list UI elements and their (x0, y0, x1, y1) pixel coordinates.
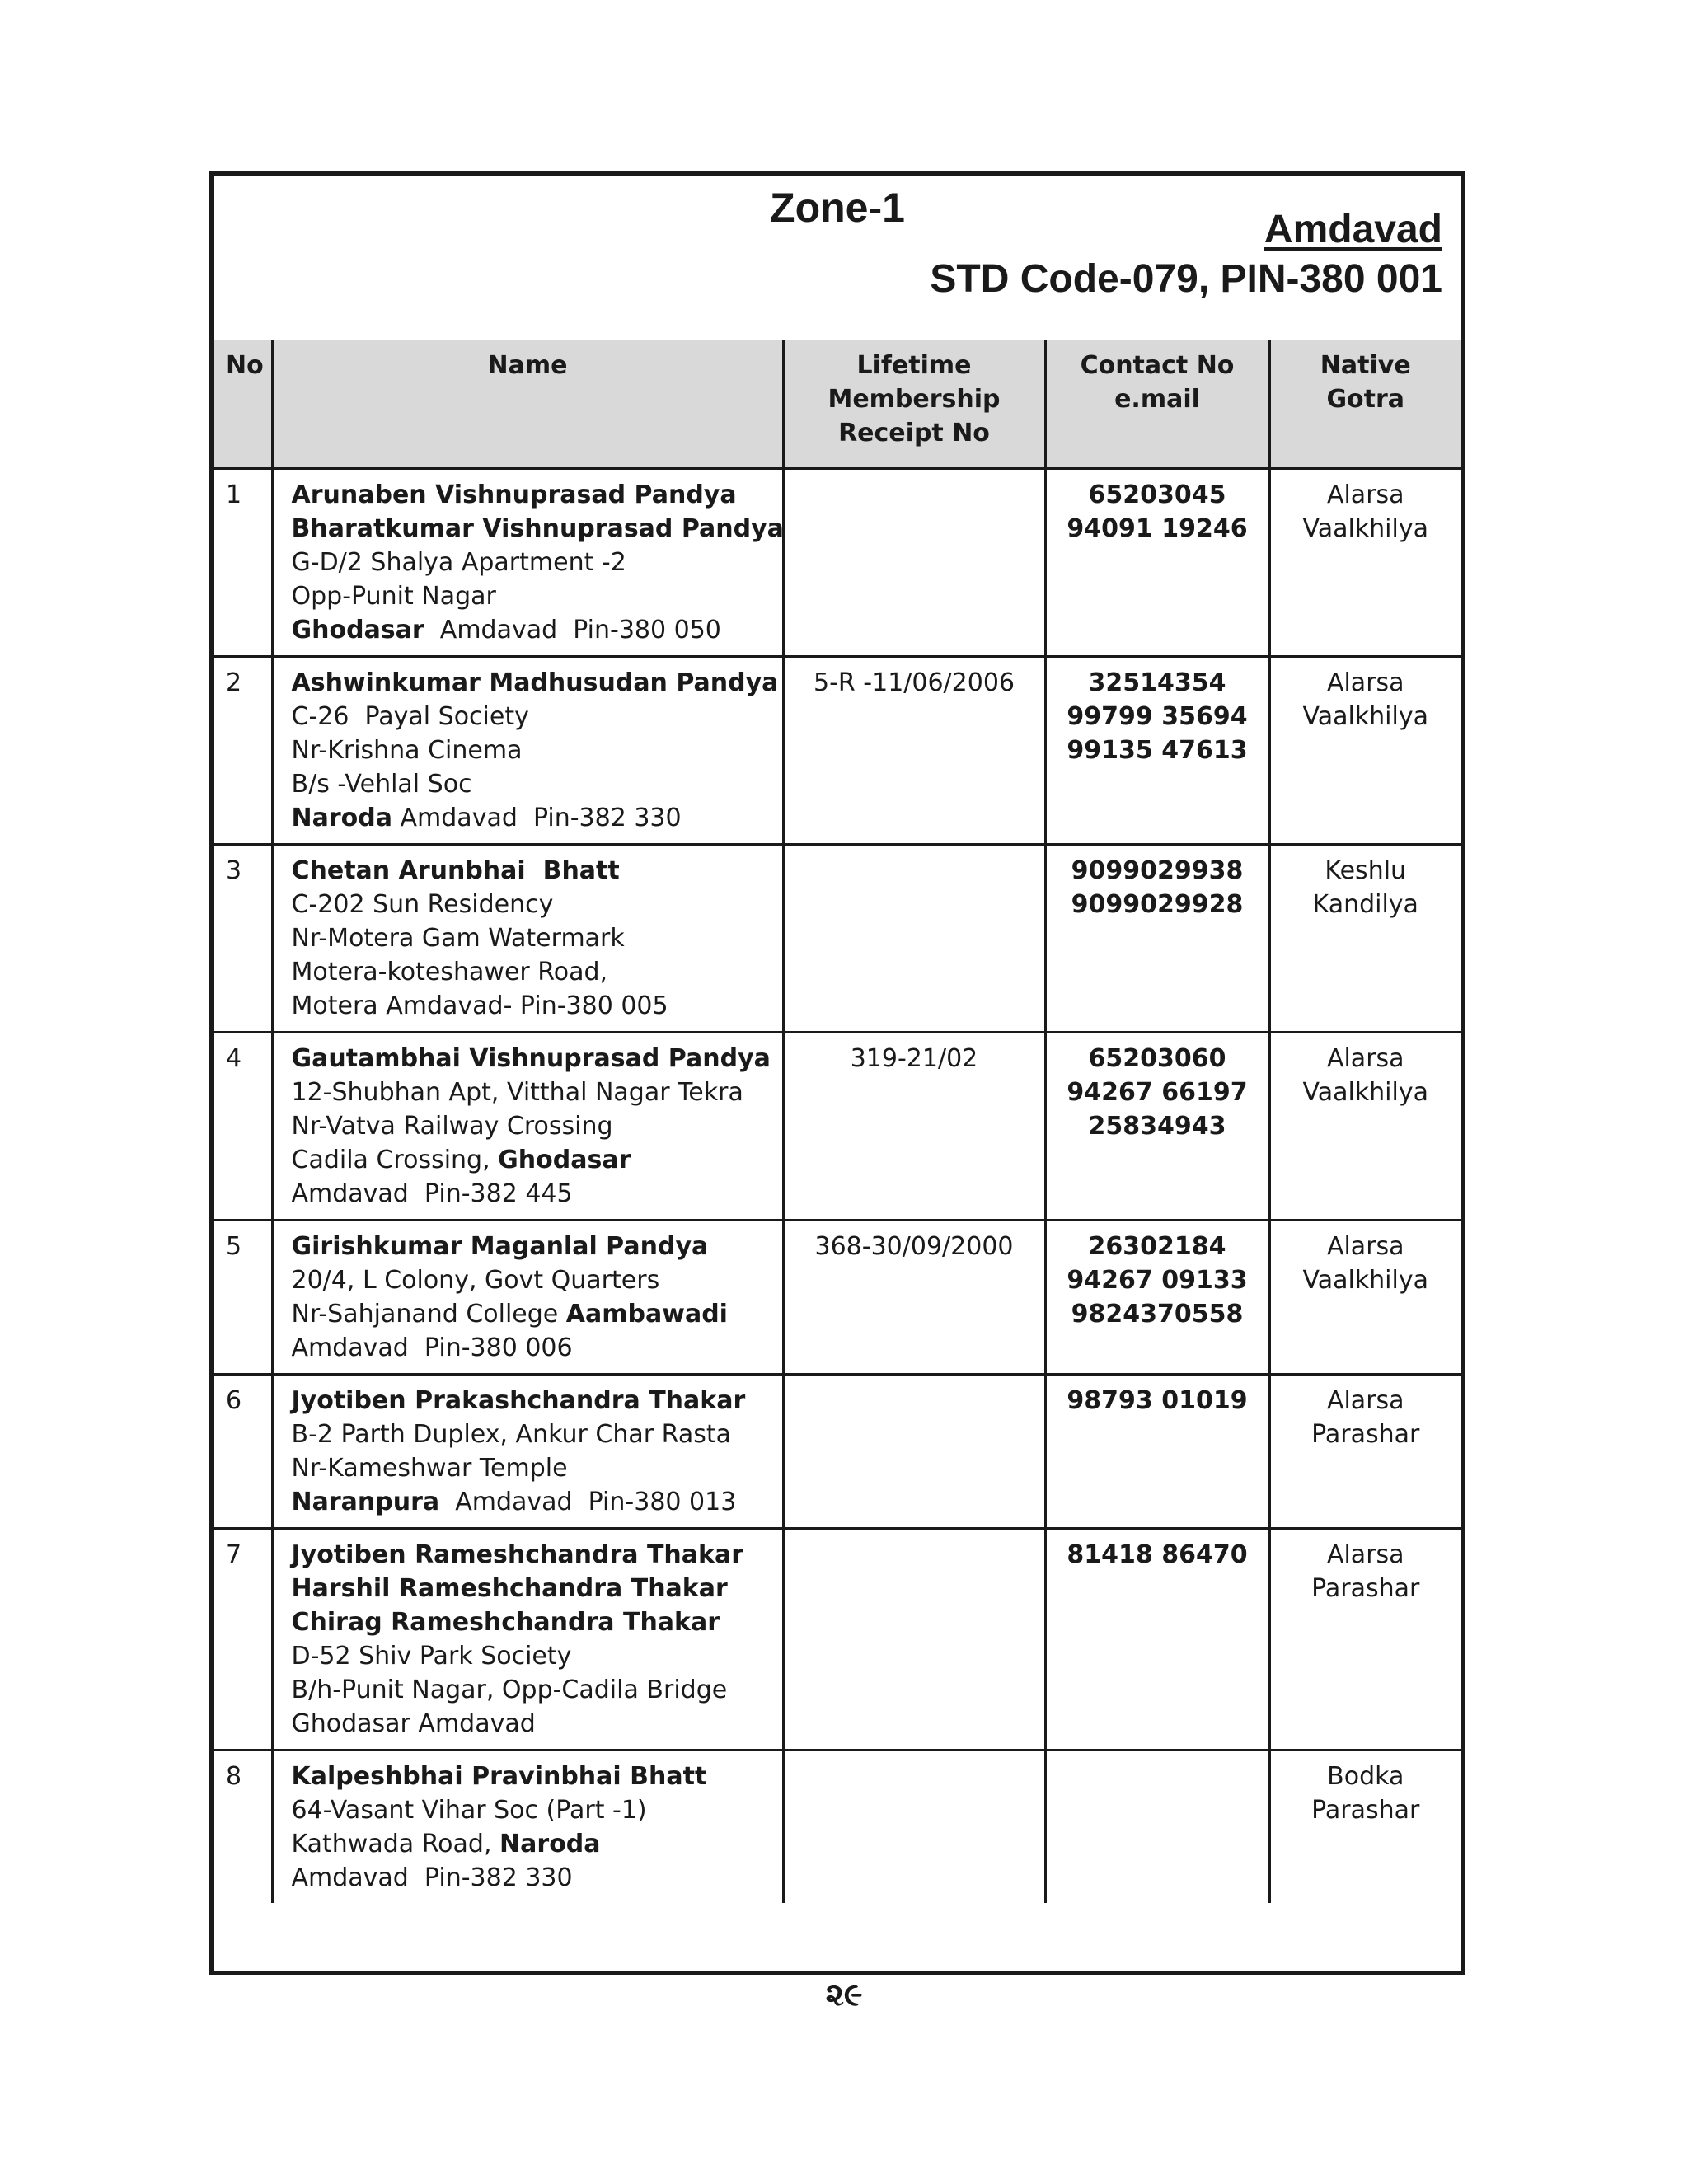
contact-numbers (1045, 469, 1269, 657)
table-row (214, 1221, 1461, 1375)
address-line (292, 1605, 771, 1639)
address-line (292, 1707, 771, 1741)
native-gotra-line: Vaalkhilya (1302, 1266, 1428, 1295)
table-row (214, 1033, 1461, 1221)
address-line (292, 1827, 771, 1861)
plain-text: Ghodasar Amdavad (291, 1709, 536, 1738)
contact-numbers (1045, 1529, 1269, 1750)
native-gotra-line: Bodka (1327, 1762, 1404, 1791)
address-line (292, 1076, 771, 1109)
native-gotra (1269, 845, 1461, 1033)
member-number: 1 (214, 469, 272, 657)
address-line (292, 888, 771, 921)
address-line (292, 1639, 771, 1673)
native-gotra-line: Alarsa (1326, 1540, 1404, 1569)
address-line (291, 666, 779, 700)
membership-receipt: 368-30/09/2000 (783, 1221, 1045, 1375)
address-line (292, 1673, 771, 1707)
native-gotra-line: Alarsa (1326, 668, 1404, 697)
native-gotra (1269, 1529, 1461, 1750)
bold-text: Ghodasar (291, 616, 424, 644)
member-number: 8 (214, 1750, 272, 1904)
plain-text: Kathwada Road, (291, 1830, 500, 1858)
phone-number: 9099029928 (1071, 890, 1244, 919)
plain-text: Amdavad Pin-382 445 (291, 1179, 573, 1208)
contact-numbers (1045, 1221, 1269, 1375)
bold-text: Bharatkumar Vishnuprasad Pandya (291, 514, 784, 543)
member-number: 2 (214, 657, 272, 845)
column-header-native (1269, 340, 1461, 469)
member-number: 5 (214, 1221, 272, 1375)
bold-text: Naranpura (291, 1488, 440, 1516)
phone-number: 98793 01019 (1067, 1386, 1248, 1415)
bold-text: Naroda (291, 804, 392, 832)
address-line (292, 955, 771, 989)
phone-number: 25834943 (1088, 1112, 1226, 1141)
membership-receipt (783, 845, 1045, 1033)
native-gotra-line: Vaalkhilya (1302, 1078, 1428, 1107)
member-number: 4 (214, 1033, 272, 1221)
address-line (292, 921, 771, 955)
native-gotra-line: Vaalkhilya (1302, 702, 1428, 731)
address-line (292, 1177, 771, 1211)
plain-text: Amdavad Pin-382 330 (291, 1863, 573, 1892)
address-line (292, 1538, 771, 1572)
native-gotra-line: Parashar (1311, 1574, 1420, 1603)
plain-text: B/s -Vehlal Soc (291, 770, 472, 799)
phone-number: 9099029938 (1071, 856, 1244, 885)
address-line (292, 1760, 771, 1793)
membership-receipt (783, 469, 1045, 657)
column-header-receipt-line: Lifetime (856, 351, 972, 380)
table-row (214, 1750, 1461, 1904)
bold-text: Ashwinkumar Madhusudan Pandya (291, 668, 779, 697)
bold-text: Harshil Rameshchandra Thakar (291, 1574, 728, 1603)
plain-text: C-202 Sun Residency (291, 890, 554, 919)
member-name-address (272, 1375, 783, 1529)
native-gotra-line: Kandilya (1312, 890, 1418, 919)
table-row (214, 657, 1461, 845)
std-pin-code: STD Code-079, PIN-380 001 (930, 257, 1442, 301)
native-gotra (1269, 1033, 1461, 1221)
native-gotra-line: Alarsa (1326, 1386, 1404, 1415)
address-line (292, 1384, 771, 1418)
plain-text: C-26 Payal Society (291, 702, 529, 731)
address-line (292, 1297, 771, 1331)
address-line (292, 1109, 771, 1143)
bold-text: Kalpeshbhai Pravinbhai Bhatt (291, 1762, 707, 1791)
phone-number: 94091 19246 (1067, 514, 1248, 543)
address-line (292, 546, 771, 579)
bold-text: Girishkumar Maganlal Pandya (291, 1232, 709, 1261)
column-header-contact-line: e.mail (1114, 385, 1200, 414)
column-header-contact (1045, 340, 1269, 469)
plain-text: Opp-Punit Nagar (291, 582, 496, 611)
bold-text: Chirag Rameshchandra Thakar (291, 1608, 720, 1637)
zone-banner (214, 176, 1461, 343)
membership-receipt: 5-R -11/06/2006 (783, 657, 1045, 845)
plain-text: Nr-Vatva Railway Crossing (291, 1112, 613, 1141)
member-number: 3 (214, 845, 272, 1033)
plain-text: G-D/2 Shalya Apartment -2 (291, 548, 626, 577)
member-name-address (272, 469, 783, 657)
address-line (292, 700, 771, 733)
plain-text: 12-Shubhan Apt, Vitthal Nagar Tekra (291, 1078, 743, 1107)
contact-numbers (1045, 1033, 1269, 1221)
membership-receipt (783, 1750, 1045, 1904)
bold-text: Aambawadi (565, 1300, 728, 1329)
bold-text: Chetan Arunbhai Bhatt (291, 856, 620, 885)
native-gotra-line: Parashar (1311, 1420, 1420, 1449)
address-line (292, 1230, 771, 1263)
plain-text: 20/4, L Colony, Govt Quarters (291, 1266, 660, 1295)
plain-text: Amdavad Pin-382 330 (392, 804, 682, 832)
table-row (214, 469, 1461, 657)
address-line (292, 1143, 771, 1177)
phone-number: 99799 35694 (1067, 702, 1248, 731)
member-table (214, 340, 1461, 1903)
plain-text: Cadila Crossing, (291, 1146, 499, 1174)
address-line (292, 733, 771, 767)
member-name-address (272, 657, 783, 845)
phone-number: 9824370558 (1071, 1300, 1244, 1329)
contact-numbers (1045, 1750, 1269, 1904)
table-header-row (214, 340, 1461, 469)
phone-number: 99135 47613 (1067, 736, 1248, 765)
address-line (292, 989, 771, 1023)
address-line (292, 1485, 771, 1519)
phone-number: 65203060 (1088, 1044, 1226, 1073)
phone-number: 26302184 (1088, 1232, 1226, 1261)
phone-number: 65203045 (1088, 480, 1226, 509)
plain-text: Motera Amdavad- Pin-380 005 (291, 991, 668, 1020)
bold-text: Jyotiben Prakashchandra Thakar (291, 1386, 746, 1415)
bold-text: Ghodasar (498, 1146, 631, 1174)
membership-receipt (783, 1529, 1045, 1750)
column-header-receipt-line: Membership (828, 385, 1001, 414)
address-line (292, 1451, 771, 1485)
address-line (292, 1263, 771, 1297)
city-name: Amdavad (1264, 208, 1442, 251)
membership-receipt: 319-21/02 (783, 1033, 1045, 1221)
address-line (292, 613, 771, 647)
column-header-receipt-line: Receipt No (838, 419, 990, 448)
column-header-no: No (214, 340, 272, 469)
address-line (292, 854, 771, 888)
plain-text: B-2 Parth Duplex, Ankur Char Rasta (291, 1420, 731, 1449)
native-gotra (1269, 657, 1461, 845)
address-line (292, 478, 771, 512)
plain-text: Motera-koteshawer Road, (291, 958, 608, 987)
member-name-address (272, 845, 783, 1033)
address-line (292, 1331, 771, 1365)
plain-text: B/h-Punit Nagar, Opp-Cadila Bridge (291, 1675, 728, 1704)
plain-text: Nr-Sahjanand College (291, 1300, 566, 1329)
plain-text: Nr-Motera Gam Watermark (291, 924, 625, 953)
member-number: 7 (214, 1529, 272, 1750)
phone-number: 94267 66197 (1067, 1078, 1248, 1107)
bold-text: Gautambhai Vishnuprasad Pandya (291, 1044, 771, 1073)
native-gotra (1269, 469, 1461, 657)
member-name-address (272, 1033, 783, 1221)
page-number: ૨૯ (825, 1976, 863, 2013)
native-gotra-line: Alarsa (1326, 1044, 1404, 1073)
contact-numbers (1045, 657, 1269, 845)
column-header-native-line: Gotra (1326, 385, 1405, 414)
native-gotra (1269, 1750, 1461, 1904)
column-header-name: Name (272, 340, 783, 469)
address-line (292, 1042, 771, 1076)
table-row (214, 1529, 1461, 1750)
address-line (292, 579, 771, 613)
contact-numbers (1045, 1375, 1269, 1529)
table-row (214, 1375, 1461, 1529)
address-line (292, 1861, 771, 1895)
plain-text: Nr-Krishna Cinema (291, 736, 523, 765)
directory-sheet (209, 171, 1465, 1975)
zone-title: Zone-1 (770, 185, 905, 231)
address-line (292, 767, 771, 801)
plain-text: 64-Vasant Vihar Soc (Part -1) (291, 1796, 647, 1825)
address-line (292, 1793, 771, 1827)
native-gotra (1269, 1375, 1461, 1529)
bold-text: Naroda (499, 1830, 601, 1858)
plain-text: Amdavad Pin-380 050 (424, 616, 721, 644)
member-name-address (272, 1529, 783, 1750)
phone-number: 32514354 (1088, 668, 1226, 697)
column-header-receipt (783, 340, 1045, 469)
column-header-native-line: Native (1320, 351, 1411, 380)
native-gotra-line: Keshlu (1325, 856, 1407, 885)
native-gotra (1269, 1221, 1461, 1375)
phone-number: 94267 09133 (1067, 1266, 1248, 1295)
member-number: 6 (214, 1375, 272, 1529)
address-line (292, 801, 771, 835)
plain-text: D-52 Shiv Park Society (291, 1642, 572, 1671)
column-header-contact-line: Contact No (1080, 351, 1235, 380)
native-gotra-line: Alarsa (1326, 480, 1404, 509)
native-gotra-line: Vaalkhilya (1302, 514, 1428, 543)
native-gotra-line: Parashar (1311, 1796, 1420, 1825)
address-line (292, 1572, 771, 1605)
plain-text: Nr-Kameshwar Temple (291, 1454, 568, 1483)
member-name-address (272, 1221, 783, 1375)
bold-text: Jyotiben Rameshchandra Thakar (291, 1540, 743, 1569)
member-name-address (272, 1750, 783, 1904)
address-line (291, 512, 784, 546)
plain-text: Amdavad Pin-380 013 (439, 1488, 737, 1516)
native-gotra-line: Alarsa (1326, 1232, 1404, 1261)
contact-numbers (1045, 845, 1269, 1033)
plain-text: Amdavad Pin-380 006 (291, 1333, 573, 1362)
table-row (214, 845, 1461, 1033)
membership-receipt (783, 1375, 1045, 1529)
phone-number: 81418 86470 (1067, 1540, 1248, 1569)
address-line (292, 1418, 771, 1451)
bold-text: Arunaben Vishnuprasad Pandya (291, 480, 737, 509)
